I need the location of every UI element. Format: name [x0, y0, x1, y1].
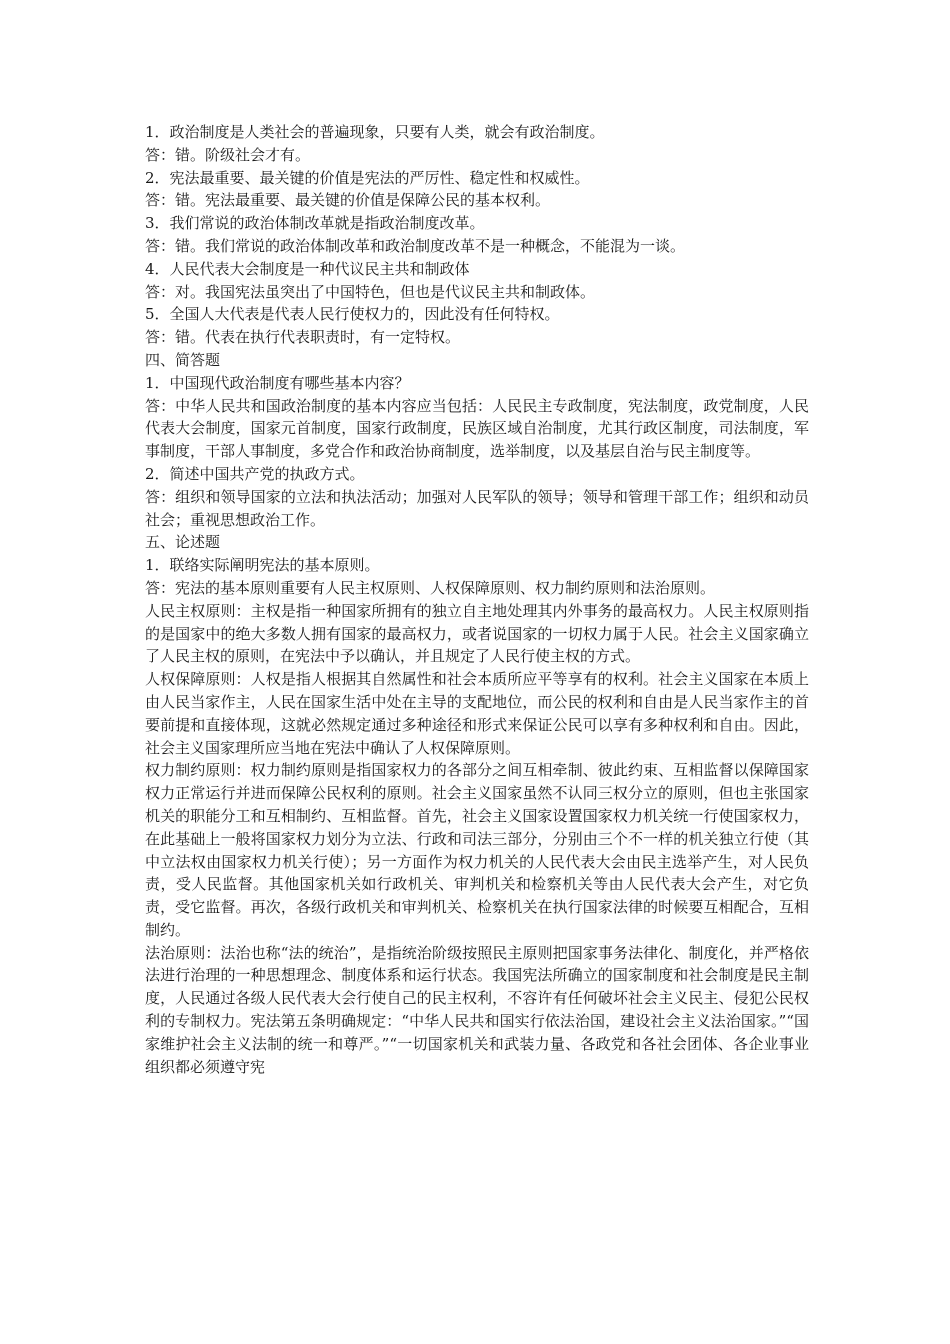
document-body [145, 121, 809, 1078]
short-answer-question-1: 1．中国现代政治制度有哪些基本内容？ [145, 373, 410, 392]
paragraph-human-rights: 人权保障原则：人权是指人根据其自然属性和社会本质所应平等享有的权利。社会主义国家在本质上由人民当家作主，人民在国家生活中处在主导的支配地位，而公民的权利和自由是人民当家作主的首要前提和直接体现，这就必然规定通过多种途径和形式来保证公民可以享有多种权利和自由。因此，社会主义国家理所应当地在宪法中确认了人权保障原则。 [145, 670, 809, 757]
question-1: 1．政治制度是人类社会的普遍现象，只要有人类，就会有政治制度。 [145, 123, 605, 141]
short-answer-answer-1: 答：中华人民共和国政治制度的基本内容应当包括：人民民主专政制度，宪法制度，政党制度，人民代表大会制度，国家元首制度，国家行政制度，民族区域自治制度，尤其行政区制度，司法制度，军事制度，干部人事制度，多党合作和政治协商制度，选举制度，以及基层自治与民主制度等。 [145, 396, 809, 461]
question-4: 4．人民代表大会制度是一种代议民主共和制政体 [145, 259, 470, 278]
short-answer-answer-2: 答：组织和领导国家的立法和执法活动；加强对人民军队的领导；领导和管理干部工作；组织和动员社会；重视思想政治工作。 [145, 487, 809, 529]
question-3: 3．我们常说的政治体制改革就是指政治制度改革。 [145, 214, 485, 233]
essay-answer-intro: 答：宪法的基本原则重要有人民主权原则、人权保障原则、权力制约原则和法治原则。 [145, 578, 716, 597]
answer-1: 答：错。阶级社会才有。 [145, 145, 311, 164]
essay-question-1: 1．联络实际阐明宪法的基本原则。 [145, 556, 380, 575]
section-heading-essay: 五、论述题 [145, 533, 221, 552]
question-5: 5．全国人大代表是代表人民行使权力的，因此没有任何特权。 [145, 305, 560, 324]
short-answer-question-2: 2．简述中国共产党的执政方式。 [145, 464, 365, 483]
section-heading-short-answer: 四、简答题 [145, 350, 221, 369]
answer-3: 答：错。我们常说的政治体制改革和政治制度改革不是一种概念，不能混为一谈。 [145, 236, 686, 255]
answer-5: 答：错。代表在执行代表职责时，有一定特权。 [145, 328, 461, 347]
paragraph-checks-and-balances: 权力制约原则：权力制约原则是指国家权力的各部分之间互相牵制、彼此约束、互相监督以保障国家权力正常运行并进而保障公民权利的原则。社会主义国家虽然不认同三权分立的原则，但也主张国家机关的职能分工和互相制约、互相监督。首先，社会主义国家设置国家权力机关统一行使国家权力，在此基础上一般将国家权力划分为立法、行政和司法三部分，分别由三个不一样的机关独立行使（其中立法权由国家权力机关行使）；另一方面作为权力机关的人民代表大会由民主选举产生，对人民负责，受人民监督。其他国家机关如行政机关、审判机关和检察机关等由人民代表大会产生，对它负责，受它监督。再次，各级行政机关和审判机关、检察机关在执行国家法律的时候要互相配合，互相制约。 [145, 761, 809, 939]
paragraph-rule-of-law: 法治原则：法治也称“法的统治”，是指统治阶级按照民主原则把国家事务法律化、制度化，并严格依法进行治理的一种思想理念、制度体系和运行状态。我国宪法所确立的国家制度和社会制度是民主制度，人民通过各级人民代表大会行使自己的民主权利，不容许有任何破坏社会主义民主、侵犯公民权利的专制权力。宪法第五条明确规定：“中华人民共和国实行依法治国，建设社会主义法治国家。”“国家维护社会主义法制的统一和尊严。”“一切国家机关和武装力量、各政党和各社会团体、各企业事业组织都必须遵守宪 [145, 943, 809, 1076]
question-2: 2．宪法最重要、最关键的价值是宪法的严厉性、稳定性和权威性。 [145, 168, 590, 187]
paragraph-popular-sovereignty: 人民主权原则：主权是指一种国家所拥有的独立自主地处理其内外事务的最高权力。人民主权原则指的是国家中的绝大多数人拥有国家的最高权力，或者说国家的一切权力属于人民。社会主义国家确立了人民主权的原则，在宪法中予以确认，并且规定了人民行使主权的方式。 [145, 601, 809, 666]
answer-4: 答：对。我国宪法虽突出了中国特色，但也是代议民主共和制政体。 [145, 282, 596, 301]
answer-2: 答：错。宪法最重要、最关键的价值是保障公民的基本权利。 [145, 191, 551, 210]
